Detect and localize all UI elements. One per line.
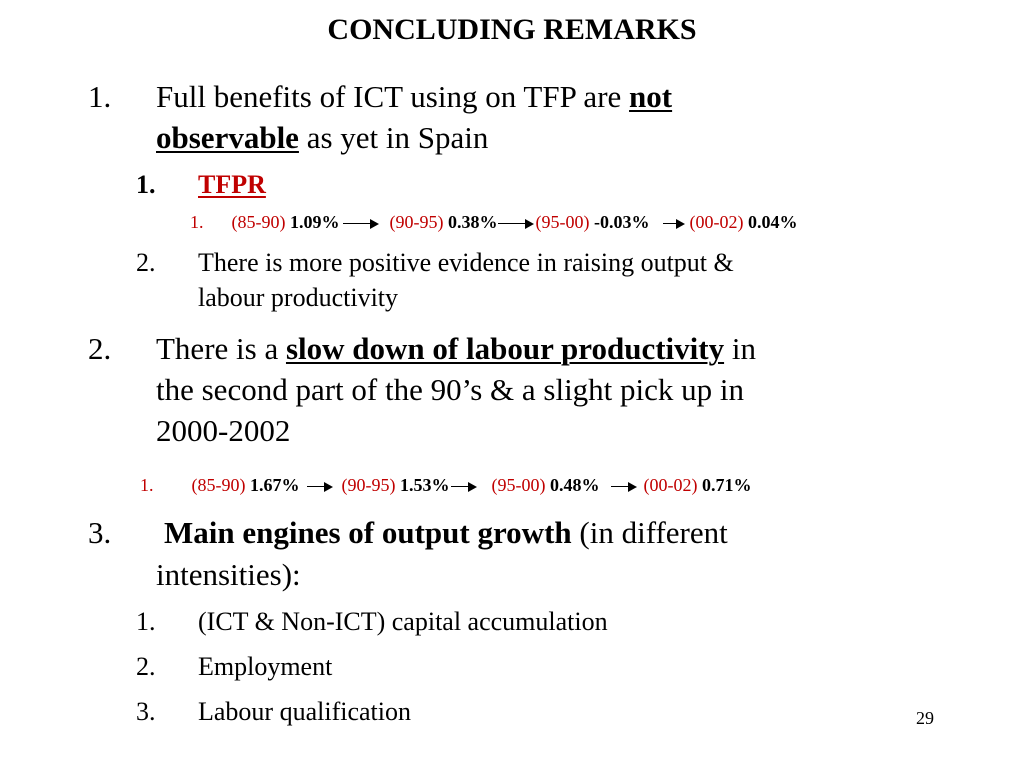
item-2-line2: the second part of the 90’s & a slight pick up in bbox=[156, 372, 745, 407]
productivity-series-number: 1. bbox=[140, 475, 154, 495]
item-2-emphasis: slow down of labour productivity bbox=[285, 331, 725, 366]
subitem-3-2-text: Employment bbox=[198, 652, 333, 681]
item-1-emphasis-observable: observable bbox=[156, 120, 299, 155]
subitem-tfpr-label: TFPR bbox=[198, 170, 266, 199]
subitem-1-2-number: 2. bbox=[136, 248, 156, 277]
arrow-right-icon bbox=[451, 482, 477, 492]
productivity-value-4: 0.71% bbox=[701, 475, 752, 495]
subitem-3-1-number: 1. bbox=[136, 607, 156, 636]
subitem-3-1-text: (ICT & Non-ICT) capital accumulation bbox=[198, 607, 608, 636]
productivity-period-4: (00-02) bbox=[643, 475, 698, 495]
item-3-text-end: (in different bbox=[571, 515, 728, 550]
item-2-number: 2. bbox=[88, 331, 112, 366]
item-3-line1 bbox=[164, 514, 728, 551]
tfpr-period-3: (95-00) bbox=[535, 212, 590, 232]
productivity-value-1: 1.67% bbox=[249, 475, 300, 495]
arrow-right-icon bbox=[611, 482, 637, 492]
productivity-period-1: (85-90) bbox=[191, 475, 246, 495]
subitem-1-2-line1: There is more positive evidence in raising output & bbox=[198, 248, 734, 277]
item-1-line1 bbox=[156, 78, 672, 115]
item-2-text-end: in bbox=[724, 331, 756, 366]
productivity-period-2: (90-95) bbox=[341, 475, 396, 495]
productivity-series-row bbox=[140, 473, 751, 497]
tfpr-value-4: 0.04% bbox=[747, 212, 798, 232]
arrow-right-icon bbox=[498, 219, 534, 229]
tfpr-period-1: (85-90) bbox=[231, 212, 286, 232]
item-2-line1 bbox=[156, 330, 756, 367]
item-1-number: 1. bbox=[88, 79, 112, 114]
tfpr-value-1: 1.09% bbox=[289, 212, 340, 232]
tfpr-period-2: (90-95) bbox=[389, 212, 444, 232]
tfpr-value-3: -0.03% bbox=[593, 212, 650, 232]
subitem-1-2-line2: labour productivity bbox=[198, 283, 399, 312]
arrow-right-icon bbox=[663, 219, 685, 229]
item-1-line2 bbox=[156, 119, 488, 156]
item-1-emphasis-not: not bbox=[629, 79, 673, 114]
tfpr-series-number: 1. bbox=[190, 212, 204, 232]
productivity-value-3: 0.48% bbox=[549, 475, 600, 495]
page-number: 29 bbox=[916, 708, 934, 728]
item-3-number: 3. bbox=[88, 515, 112, 550]
subitem-1-1-number: 1. bbox=[136, 170, 156, 199]
item-3-line2: intensities): bbox=[156, 557, 301, 592]
productivity-value-2: 1.53% bbox=[399, 475, 450, 495]
tfpr-value-2: 0.38% bbox=[447, 212, 498, 232]
subitem-3-2-number: 2. bbox=[136, 652, 156, 681]
tfpr-period-4: (00-02) bbox=[689, 212, 744, 232]
arrow-right-icon bbox=[343, 219, 379, 229]
productivity-period-3: (95-00) bbox=[491, 475, 546, 495]
item-2-text: There is a bbox=[156, 331, 286, 366]
slide-title: CONCLUDING REMARKS bbox=[327, 13, 697, 46]
item-1-text: Full benefits of ICT using on TFP are bbox=[156, 79, 630, 114]
item-2-line3: 2000-2002 bbox=[156, 413, 291, 448]
tfpr-series-row bbox=[190, 210, 797, 234]
subitem-3-3-number: 3. bbox=[136, 697, 156, 726]
subitem-3-3-text: Labour qualification bbox=[198, 697, 411, 726]
item-1-text-end: as yet in Spain bbox=[298, 120, 489, 155]
item-3-emphasis: Main engines of output growth bbox=[164, 515, 572, 550]
arrow-right-icon bbox=[307, 482, 333, 492]
